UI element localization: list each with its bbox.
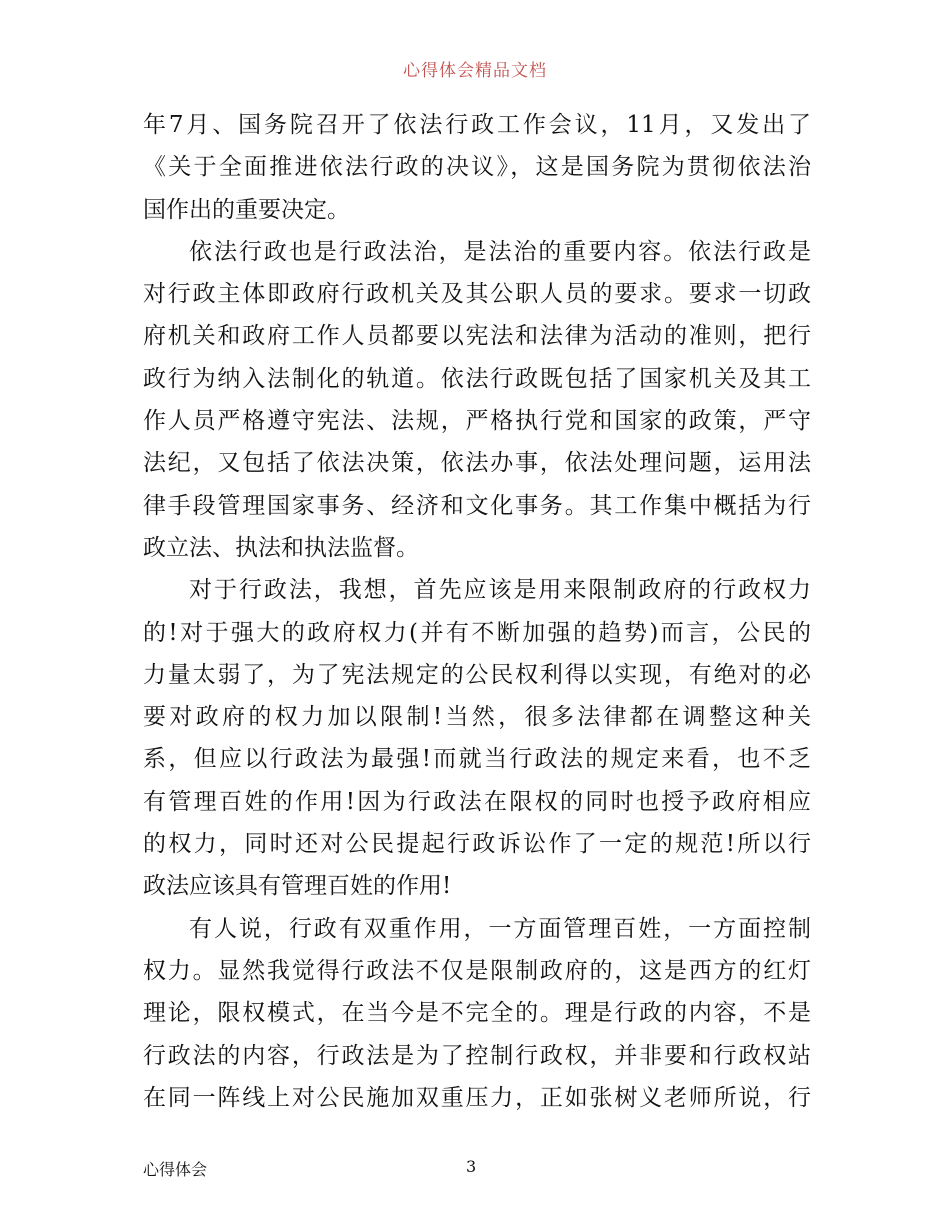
text-line: 要对政府的权力加以限制!当然，很多法律都在调整这种关: [143, 704, 811, 731]
text-line: 有管理百姓的作用!因为行政法在限权的同时也授予政府相应: [143, 788, 811, 815]
text-line: 的权力，同时还对公民提起行政诉讼作了一定的规范!所以行: [143, 831, 811, 858]
text-line: 政法应该具有管理百姓的作用!: [143, 873, 452, 900]
text-line: 府机关和政府工作人员都要以宪法和法律为活动的准则，把行: [143, 323, 811, 350]
text-line: 律手段管理国家事务、经济和文化事务。其工作集中概括为行: [143, 492, 811, 519]
text-line: 依法行政也是行政法治，是法治的重要内容。依法行政是: [189, 238, 811, 265]
text-line: 法纪，又包括了依法决策，依法办事，依法处理问题，运用法: [143, 450, 811, 477]
text-line: 政立法、执法和执法监督。: [143, 534, 419, 561]
text-line: 国作出的重要决定。: [143, 196, 350, 223]
text-line: 行政法的内容，行政法是为了控制行政权，并非要和行政权站: [143, 1042, 811, 1069]
text-line: 力量太弱了，为了宪法规定的公民权利得以实现，有绝对的必: [143, 661, 811, 688]
page-number: 3: [466, 1157, 477, 1176]
text-line: 系，但应以行政法为最强!而就当行政法的规定来看，也不乏: [143, 746, 811, 773]
document-body: [143, 104, 811, 1119]
text-line: 政行为纳入法制化的轨道。依法行政既包括了国家机关及其工: [143, 365, 811, 392]
footer-label: 心得体会: [143, 1160, 208, 1179]
text-line: 有人说，行政有双重作用，一方面管理百姓，一方面控制: [189, 915, 811, 942]
text-line: 在同一阵线上对公民施加双重压力，正如张树义老师所说，行: [143, 1084, 811, 1111]
text-line: 对行政主体即政府行政机关及其公职人员的要求。要求一切政: [143, 281, 811, 308]
text-line: 的!对于强大的政府权力(并有不断加强的趋势)而言，公民的: [143, 619, 811, 646]
text-line: 年7月、国务院召开了依法行政工作会议，11月，又发出了: [143, 112, 811, 138]
text-line: 《关于全面推进依法行政的决议》，这是国务院为贯彻依法治: [143, 154, 811, 181]
text-line: 对于行政法，我想，首先应该是用来限制政府的行政权力: [189, 577, 811, 604]
text-line: 作人员严格遵守宪法、法规，严格执行党和国家的政策，严守: [143, 408, 811, 435]
text-line: 权力。显然我觉得行政法不仅是限制政府的，这是西方的红灯: [143, 957, 811, 984]
page-header-title: 心得体会精品文档: [403, 61, 547, 81]
text-line: 理论，限权模式，在当今是不完全的。理是行政的内容，不是: [143, 1000, 811, 1027]
